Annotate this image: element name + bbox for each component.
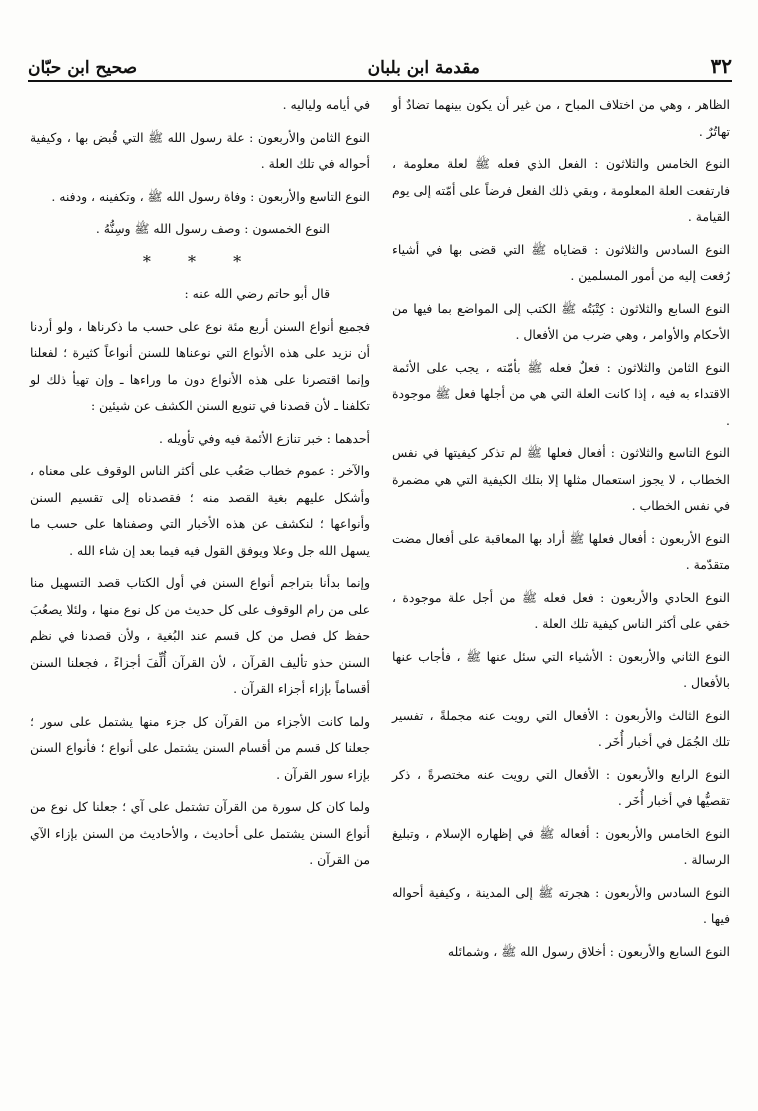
paragraph: النوع الرابع والأربعون : الأفعال التي رويت عنه مختصرةً ، ذكر تقصيُّها في أخبار أُخَر . bbox=[392, 766, 730, 808]
paragraph: النوع الثالث والأربعون : الأفعال التي رويت عنه مجملةً ، تفسير تلك الجُمَل في أخبار أُخَر . bbox=[392, 707, 730, 749]
paragraph: ولما كانت الأجزاء من القرآن كل جزء منها يشتمل على سور ؛ جعلنا كل قسم من أقسام السنن يشتمل على أنواع ؛ فأنواع السنن بإزاء سور القرآن . bbox=[30, 713, 370, 782]
paragraph: فجميع أنواع السنن أربع مئة نوع على حسب ما ذكرناها ، ولو أردنا أن نزيد على هذه الأنواع التي نوعناها للسنن أنواعاً كثيرة ؛ لفعلنا وإنما اقتصرنا على هذه الأنواع دون ما وراءها ـ وإن تهيأ ذلك لو تكلفنا ـ لأن قصدنا في تنويع السنن الكشف عن شيئين : bbox=[30, 318, 370, 413]
paragraph: ولما كان كل سورة من القرآن تشتمل على آي ؛ جعلنا كل نوع من أنواع السنن يشتمل على أحاديث ، والأحاديث من السنن بإزاء الآي من القرآن . bbox=[30, 799, 370, 867]
paragraph: النوع الثامن والثلاثون : فعلٌ فعله ﷺ بأمّته ، يجب على الأئمة الاقتداء به فيه ، إذا كانت العلة التي هي من أجلها فعل ﷺ موجودة . bbox=[392, 359, 730, 428]
paragraph: والآخر : عموم خطاب صَعُب على أكثر الناس الوقوف على معناه ، وأشكل عليهم بغية القصد منه ؛ فقصدناه إلى تقسيم السنن وأنواعها ؛ لنكشف عن هذه الأخبار التي وصفناها على حسب ما يسهل الله جل وعلا ويوفق القول فيه فيما بعد إن شاء الله . bbox=[30, 463, 370, 558]
paragraph: النوع الثامن والأربعون : علة رسول الله ﷺ التي قُبض بها ، وكيفية أحواله في تلك العلة . bbox=[30, 129, 370, 171]
chapter-title: مقدمة ابن بلبان bbox=[367, 58, 480, 78]
paragraph: النوع الخامس والأربعون : أفعاله ﷺ في إظهاره الإسلام ، وتبليغ الرسالة . bbox=[392, 825, 730, 867]
section-separator: * * * bbox=[142, 251, 258, 271]
paragraph: النوع الثاني والأربعون : الأشياء التي سئل عنها ﷺ ، فأجاب عنها بالأفعال . bbox=[392, 648, 730, 690]
page-number: ٣٢ bbox=[710, 54, 732, 78]
paragraph: الظاهر ، وهي من اختلاف المباح ، من غير أن يكون بينهما تضادٌ أو تهاتُرٌ . bbox=[392, 97, 730, 139]
right-column bbox=[392, 92, 730, 971]
paragraph: النوع الحادي والأربعون : فعل فعله ﷺ من أجل علة موجودة ، خفي على أكثر الناس كيفية تلك العلة . bbox=[392, 589, 730, 631]
paragraph: النوع الخامس والثلاثون : الفعل الذي فعله ﷺ لعلة معلومة ، فارتفعت العلة المعلومة ، وبقي ذلك الفعل فرضاً على أمّته إلى يوم القيامة . bbox=[392, 156, 730, 224]
paragraph: النوع التاسع والثلاثون : أفعال فعلها ﷺ لم تذكر كيفيتها في نفس الخطاب ، لا يجوز استعمال مثلها إلا بتلك الكيفية التي هي مضمرة في نفس الخطاب . bbox=[392, 445, 730, 513]
paragraph: النوع الخمسون : وصف رسول الله ﷺ وسِنُّهُ . bbox=[95, 221, 330, 236]
paragraph: النوع الأربعون : أفعال فعلها ﷺ أراد بها المعاقبة على أفعال مضت متقدّمة . bbox=[392, 530, 730, 572]
paragraph: وإنما بدأنا بتراجم أنواع السنن في أول الكتاب قصد التسهيل منا على من رام الوقوف على كل حديث من كل نوع منها ، ولئلا يصعُبَ حفظ كل فصل من كل قسم عند البُغية ، ولأن قصدنا في نظم السنن حذو تأليف القرآن ، لأن القرآن أُلِّفَ أجزاءً ، فجعلنا السنن أقساماً بإزاء أجزاء القرآن . bbox=[30, 575, 370, 696]
running-header bbox=[28, 48, 732, 78]
paragraph: النوع السادس والثلاثون : قضاياه ﷺ التي قضى بها في أشياء رُفعت إليه من أمور المسلمين . bbox=[392, 241, 730, 283]
paragraph: النوع السابع والثلاثون : كِتْبَتُه ﷺ الكتب إلى المواضع بما فيها من الأحكام والأوامر ، وهي ضرب من الأفعال . bbox=[392, 300, 730, 342]
paragraph: أحدهما : خبر تنازع الأئمة فيه وفي تأويله . bbox=[159, 430, 370, 446]
left-column bbox=[30, 92, 370, 880]
paragraph: النوع السابع والأربعون : أخلاق رسول الله ﷺ ، وشمائله bbox=[447, 943, 730, 959]
paragraph: في أيامه ولياليه . bbox=[282, 97, 370, 112]
header-rule bbox=[28, 80, 732, 82]
section-heading: قال أبو حاتم رضي الله عنه : bbox=[184, 286, 330, 301]
paragraph: النوع السادس والأربعون : هجرته ﷺ إلى المدينة ، وكيفية أحواله فيها . bbox=[392, 884, 730, 926]
paragraph: النوع التاسع والأربعون : وفاة رسول الله ﷺ ، وتكفينه ، ودفنه . bbox=[51, 188, 370, 204]
book-title: صحيح ابن حبّان bbox=[28, 58, 138, 78]
